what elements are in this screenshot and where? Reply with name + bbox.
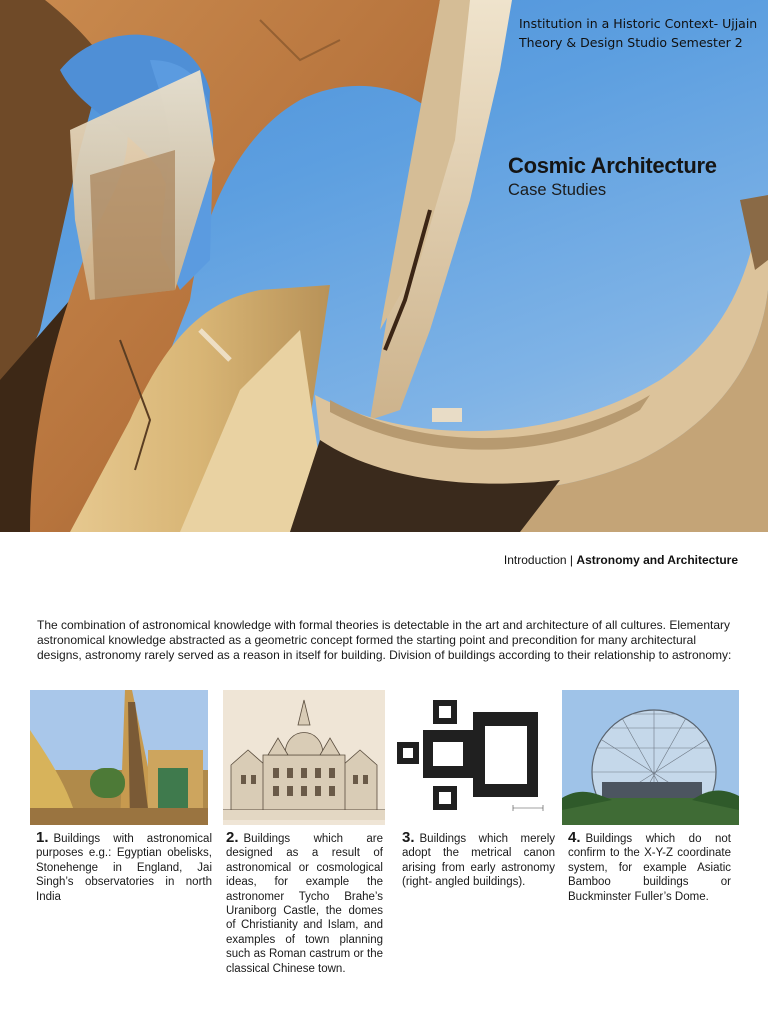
category-4-number: 4. [568, 829, 581, 846]
category-4 [568, 831, 731, 904]
intro-paragraph: The combination of astronomical knowledge with formal theories is detectable in the art and architecture of all cultures. Elementary astronomical knowledge abstracted as a geometric concept formed the starting point and precondition for many architectural designs, astronomy rarely served as a reason in itself for building. Division of buildings according to their relationship to astronomy: [37, 618, 732, 662]
photo-observatory [30, 690, 208, 825]
section-heading [504, 553, 738, 567]
dome-photo-illustration [562, 690, 739, 825]
section-prefix: Introduction | [503, 553, 574, 567]
photo-geodesic-dome [562, 690, 739, 825]
institution-line-1: Institution in a Historic Context- Ujjain [519, 16, 758, 31]
category-2-number: 2. [226, 829, 239, 846]
category-3-text: Buildings which merely adopt the metrical canon arising from early astronomy (right- angled buildings). [402, 833, 555, 889]
observatory-photo-illustration [30, 690, 208, 825]
institution-label [519, 14, 757, 52]
photo-uraniborg [223, 690, 385, 825]
category-4-text: Buildings which do not confirm to the X-Y-Z coordinate system, for example Asiatic Bamboo buildings or Buckminster Fuller’s Dome. [568, 833, 731, 903]
floor-plan-illustration [393, 690, 556, 825]
category-1-text: Buildings with astronomical purposes e.g.: Egyptian obelisks, Stonehenge in England, Jai Singh’s observatories in north India [36, 833, 212, 903]
category-3-number: 3. [402, 829, 415, 846]
category-2-text: Buildings which are designed as a result of astronomical or cosmological ideas, for example the astronomer Tycho Brahe’s Uraniborg Castle, the domes of Christianity and Islam, and examples of town planning such as Roman castrum or the classical Chinese town. [226, 833, 383, 975]
page-subtitle: Case Studies [508, 181, 607, 199]
page-title: Cosmic Architecture [508, 153, 717, 178]
category-1-number: 1. [36, 829, 49, 846]
photo-temple-plan [393, 690, 556, 825]
castle-engraving-illustration [223, 690, 385, 825]
section-title: Astronomy and Architecture [576, 553, 738, 567]
institution-line-2: Theory & Design Studio Semester 2 [519, 35, 743, 50]
category-3 [402, 831, 555, 890]
category-1 [36, 831, 212, 904]
category-2 [226, 831, 383, 976]
